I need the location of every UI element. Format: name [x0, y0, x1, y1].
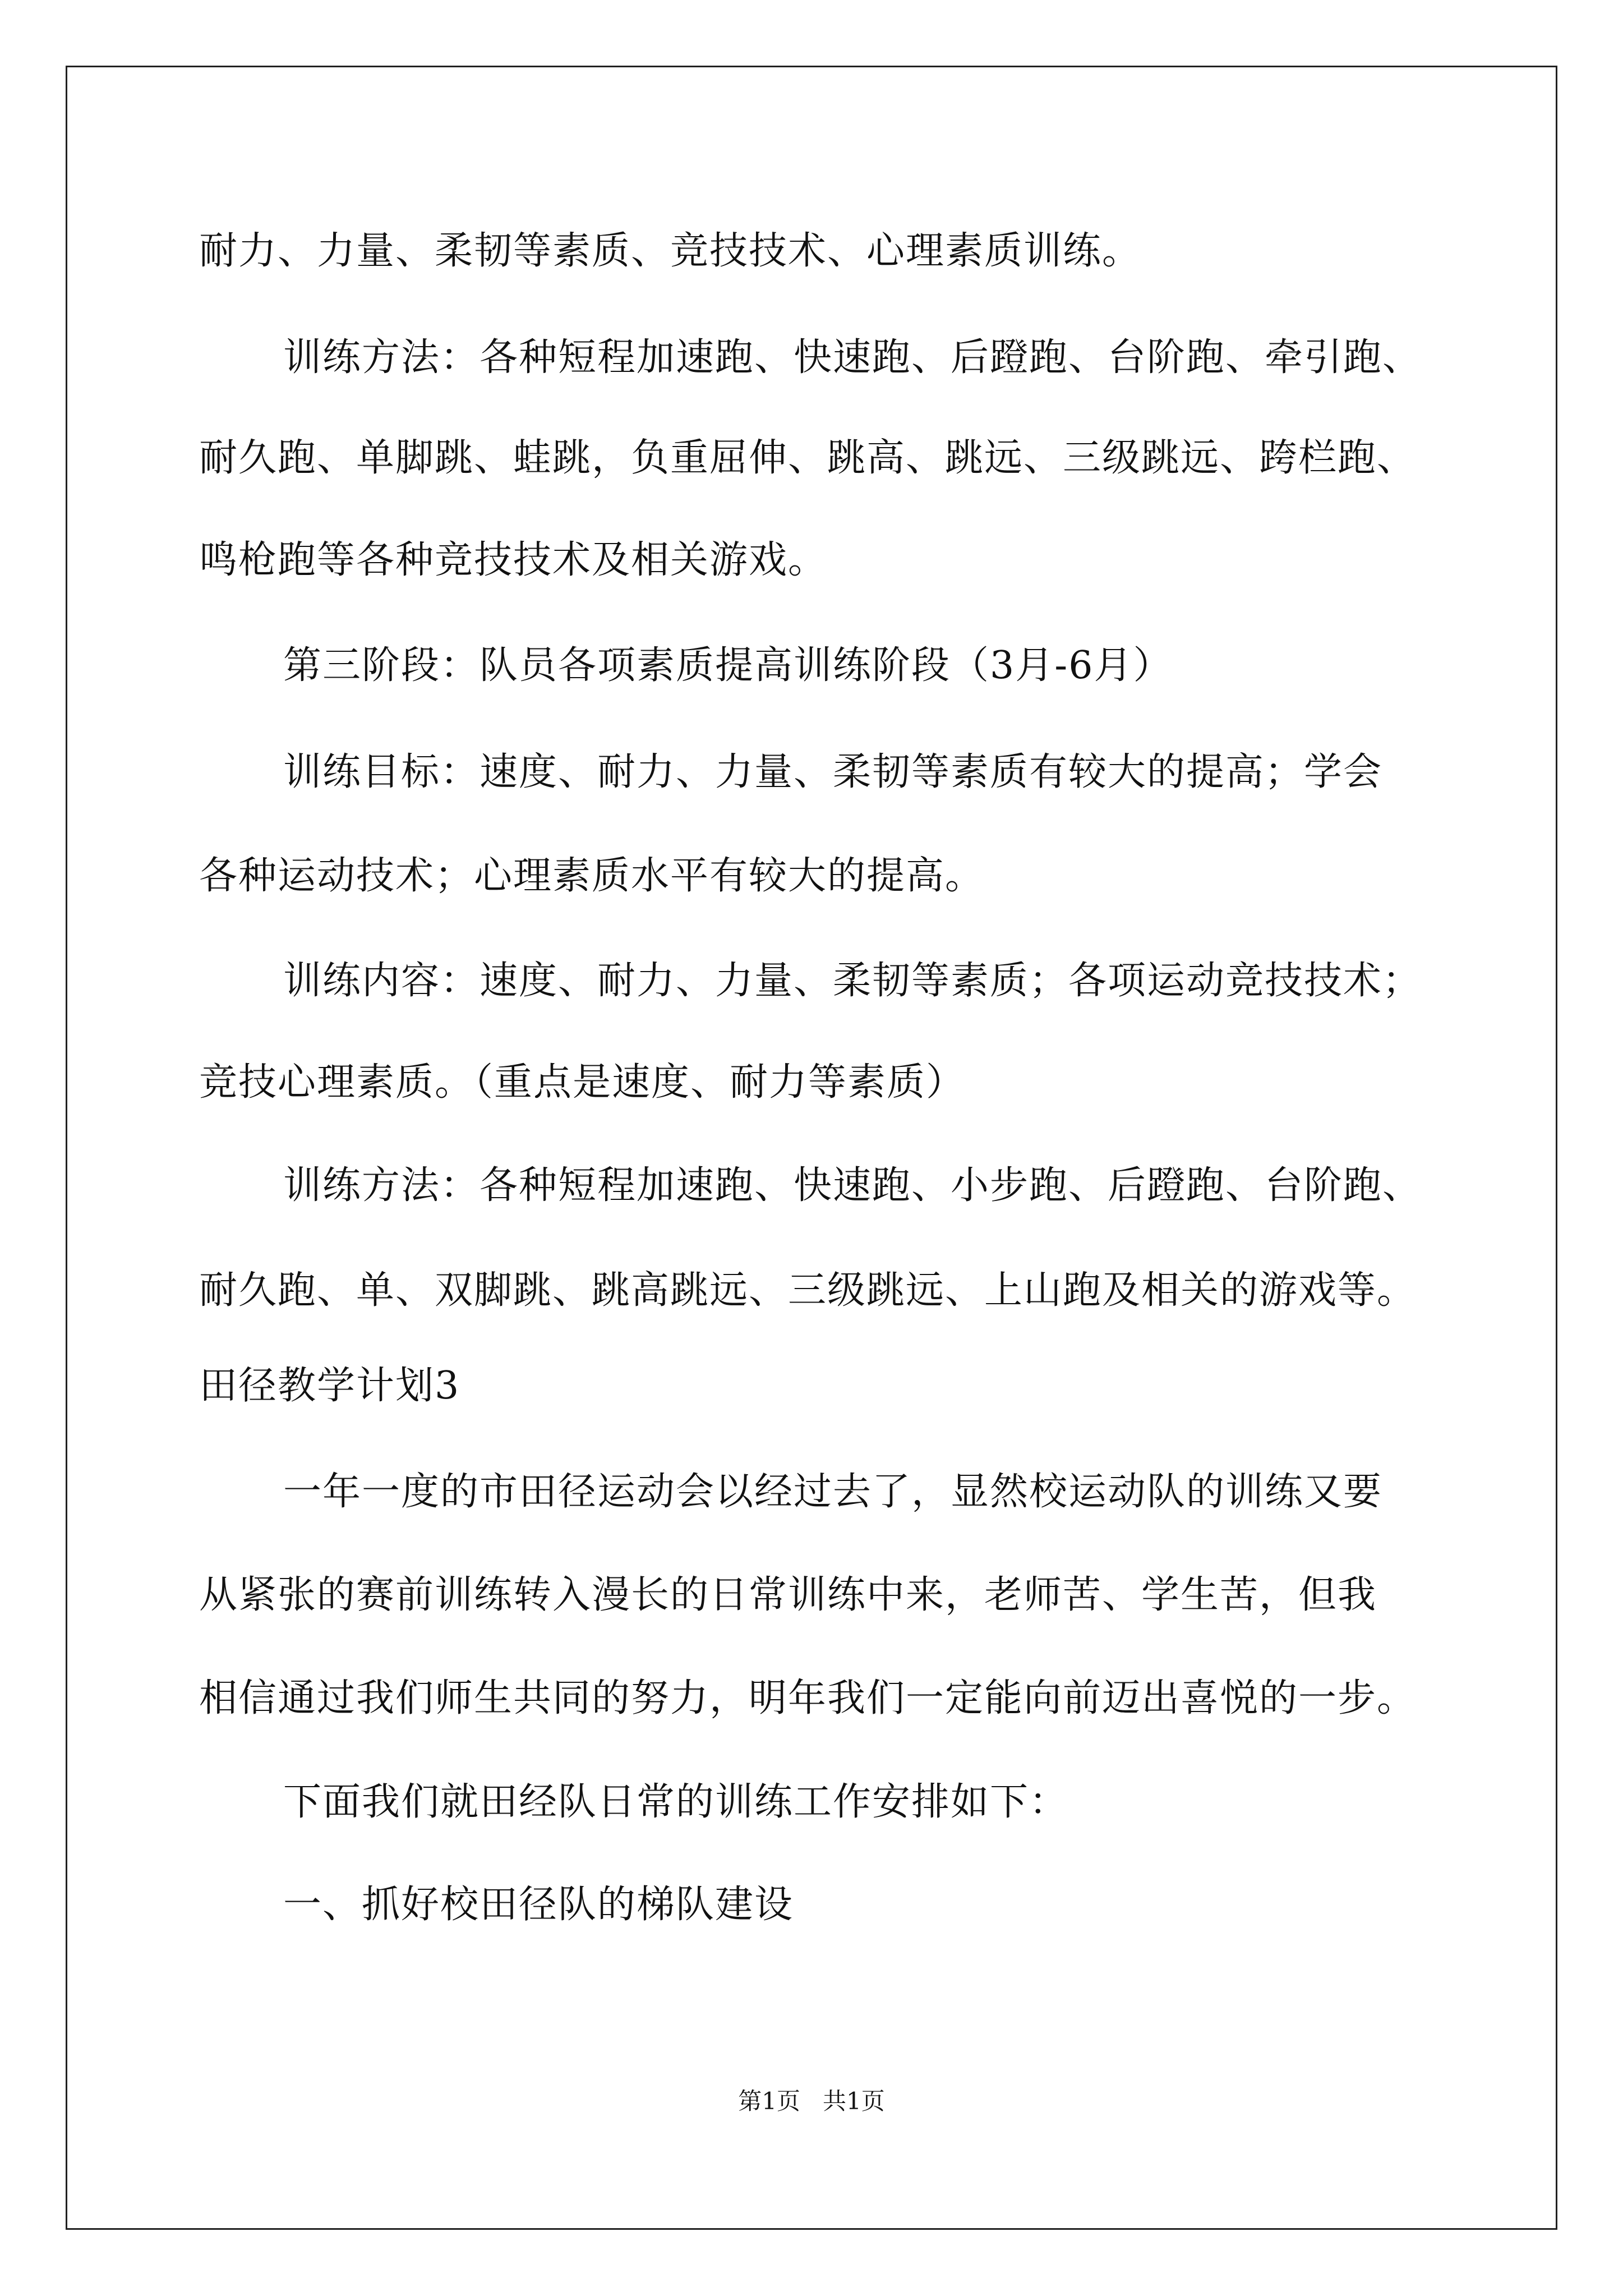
section-heading: 第三阶段：队员各项素质提高训练阶段（3月-6月） [283, 643, 1173, 688]
document-title: 田径教学计划3 [199, 1364, 460, 1408]
text-line: 训练方法：各种短程加速跑、快速跑、小步跑、后蹬跑、台阶跑、 [283, 1163, 1422, 1208]
text-line: 相信通过我们师生共同的努力，明年我们一定能向前迈出喜悦的一步。 [199, 1676, 1417, 1720]
text-line: 各种运动技术；心理素质水平有较大的提高。 [199, 854, 985, 898]
text-line: 耐久跑、单、双脚跳、跳高跳远、三级跳远、上山跑及相关的游戏等。 [199, 1268, 1417, 1313]
text-line: 耐久跑、单脚跳、蛙跳，负重屈伸、跳高、跳远、三级跳远、跨栏跑、 [199, 436, 1417, 480]
section-heading: 一、抓好校田径队的梯队建设 [283, 1883, 794, 1927]
text-line: 训练方法：各种短程加速跑、快速跑、后蹬跑、台阶跑、牵引跑、 [283, 335, 1422, 380]
text-line: 鸣枪跑等各种竞技技术及相关游戏。 [199, 538, 828, 582]
text-line: 训练目标：速度、耐力、力量、柔韧等素质有较大的提高；学会 [283, 750, 1383, 794]
page-number: 第1页 共1页 [738, 2087, 885, 2115]
text-line: 竞技心理素质。（重点是速度、耐力等素质） [199, 1060, 966, 1105]
text-line: 一年一度的市田径运动会以经过去了，显然校运动队的训练又要 [283, 1470, 1383, 1514]
text-line: 从紧张的赛前训练转入漫长的日常训练中来，老师苦、学生苦，但我 [199, 1573, 1377, 1617]
text-line: 训练内容：速度、耐力、力量、柔韧等素质；各项运动竞技技术； [283, 959, 1422, 1003]
text-line: 下面我们就田经队日常的训练工作安排如下： [283, 1780, 1069, 1824]
text-line: 耐力、力量、柔韧等素质、竞技技术、心理素质训练。 [199, 229, 1142, 273]
